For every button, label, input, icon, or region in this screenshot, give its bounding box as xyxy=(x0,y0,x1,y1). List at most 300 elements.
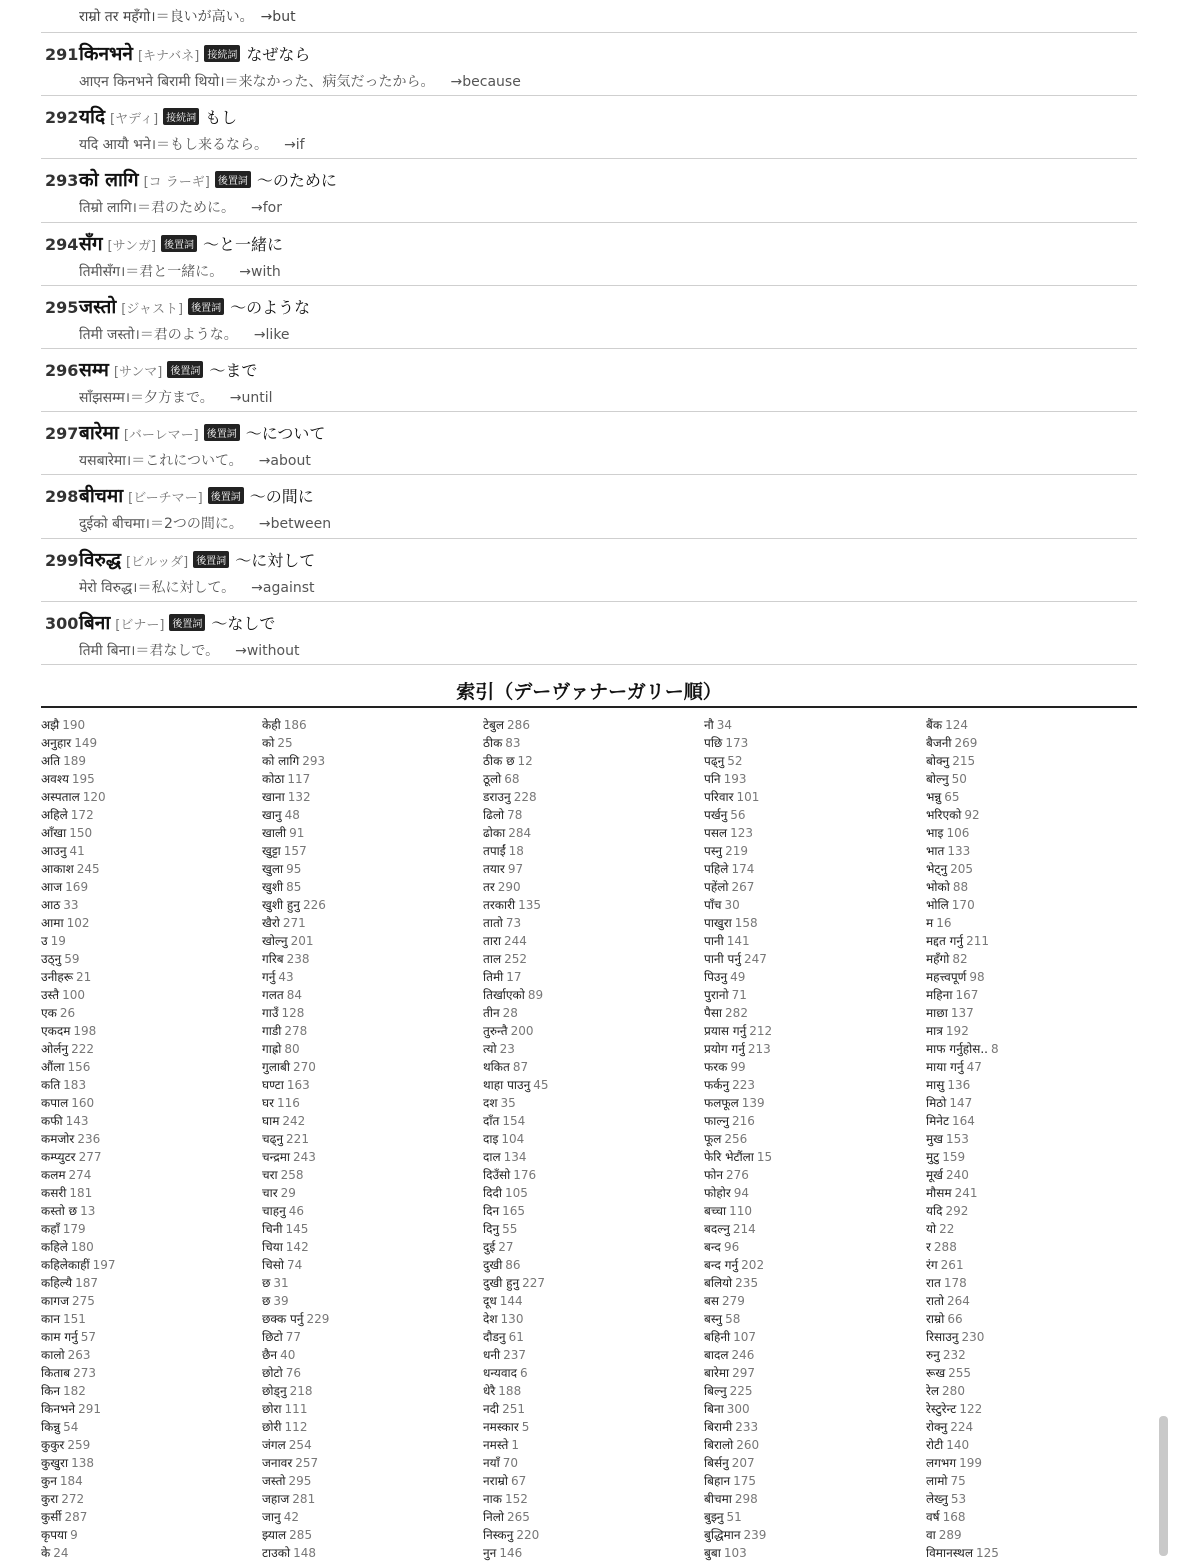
index-number: 201 xyxy=(290,934,314,948)
index-word: खुशी हुनु xyxy=(262,898,300,912)
index-item xyxy=(704,1076,924,1094)
index-item xyxy=(704,1346,924,1364)
index-number: 165 xyxy=(502,1204,526,1218)
index-item xyxy=(41,1292,261,1310)
index-number: 77 xyxy=(285,1330,301,1344)
index-number: 84 xyxy=(286,988,303,1002)
index-number: 139 xyxy=(741,1096,765,1110)
index-item xyxy=(704,1292,924,1310)
index-word: बन्द xyxy=(704,1240,721,1254)
index-word: रंग xyxy=(926,1258,938,1272)
index-word: खुला xyxy=(262,862,284,876)
index-item xyxy=(704,1094,924,1112)
index-number: 235 xyxy=(735,1276,759,1290)
index-item xyxy=(704,842,924,860)
entry-example xyxy=(79,513,331,533)
index-number: 228 xyxy=(513,790,537,804)
index-item xyxy=(41,806,261,824)
entry-word: विरुद्ध xyxy=(79,548,122,571)
index-word: गलत xyxy=(262,988,284,1002)
index-item xyxy=(41,1256,261,1274)
entry-reading: [ヤディ] xyxy=(110,112,159,128)
index-number: 292 xyxy=(945,1204,969,1218)
index-number: 141 xyxy=(726,934,750,948)
index-item xyxy=(926,1202,1146,1220)
index-number: 147 xyxy=(949,1096,973,1110)
index-word: पर्खनु xyxy=(704,808,728,822)
index-number: 138 xyxy=(71,1456,94,1470)
index-word: कहिले xyxy=(41,1240,68,1254)
index-number: 226 xyxy=(302,898,326,912)
index-word: दिनु xyxy=(483,1222,500,1236)
index-item xyxy=(483,1238,703,1256)
index-number: 101 xyxy=(736,790,760,804)
index-item xyxy=(704,1166,924,1184)
index-word: मिठो xyxy=(926,1096,947,1110)
index-number: 273 xyxy=(73,1366,97,1380)
index-item xyxy=(926,1382,1146,1400)
index-item xyxy=(704,1544,924,1562)
index-word: रोटी xyxy=(926,1438,944,1452)
index-word: एकदम xyxy=(41,1024,71,1038)
index-item xyxy=(483,1076,703,1094)
index-item xyxy=(41,1094,261,1112)
index-number: 128 xyxy=(281,1006,305,1020)
index-number: 146 xyxy=(499,1546,523,1560)
index-word: दौडनु xyxy=(483,1330,506,1344)
index-item xyxy=(41,1310,261,1328)
index-item xyxy=(926,788,1146,806)
index-word: बीचमा xyxy=(704,1492,732,1506)
entry-headword-line xyxy=(45,609,275,635)
index-item xyxy=(704,896,924,914)
index-number: 282 xyxy=(725,1006,748,1020)
index-word: चरा xyxy=(262,1168,278,1182)
part-of-speech-badge: 後置詞 xyxy=(215,171,251,188)
index-number: 135 xyxy=(518,898,541,912)
index-word: नयाँ xyxy=(483,1456,500,1470)
index-item xyxy=(926,1490,1146,1508)
index-item xyxy=(262,1058,482,1076)
index-number: 180 xyxy=(70,1240,94,1254)
index-item xyxy=(262,770,482,788)
index-item xyxy=(262,1328,482,1346)
index-word: फूल xyxy=(704,1132,722,1146)
part-of-speech-badge: 接続詞 xyxy=(163,108,199,125)
index-number: 12 xyxy=(517,754,533,768)
index-item xyxy=(483,752,703,770)
entry-word: को लागि xyxy=(79,169,139,192)
index-item xyxy=(262,1076,482,1094)
index-word: लगभग xyxy=(926,1456,957,1470)
index-word: दुखी हुनु xyxy=(483,1276,520,1290)
index-number: 259 xyxy=(67,1438,91,1452)
index-number: 258 xyxy=(280,1168,304,1182)
index-column xyxy=(704,716,924,1562)
entry-headword-line xyxy=(45,166,337,192)
index-word: को लागि xyxy=(262,754,300,768)
index-word: पहिले xyxy=(704,862,729,876)
index-number: 270 xyxy=(292,1060,316,1074)
index-item xyxy=(926,1058,1146,1076)
example-sentence: मेरो विरुद्ध।＝私に対して。 xyxy=(79,579,236,596)
index-number: 149 xyxy=(74,736,98,750)
index-number: 219 xyxy=(725,844,748,858)
index-number: 257 xyxy=(295,1456,319,1470)
index-word: बदल्नु xyxy=(704,1222,730,1236)
index-word: छ xyxy=(262,1276,271,1290)
entry-headword-line xyxy=(45,230,283,256)
index-number: 197 xyxy=(92,1258,116,1272)
part-of-speech-badge: 後置詞 xyxy=(161,235,197,252)
index-word: बिल्नु xyxy=(704,1384,727,1398)
index-item xyxy=(262,1292,482,1310)
index-column xyxy=(41,716,261,1562)
index-number: 16 xyxy=(936,916,952,930)
index-item xyxy=(926,1004,1146,1022)
entry-meaning: 〜の間に xyxy=(249,487,314,507)
index-number: 106 xyxy=(946,826,970,840)
part-of-speech-badge: 後置詞 xyxy=(167,361,203,378)
index-word: कुर्सी xyxy=(41,1510,62,1524)
index-item xyxy=(483,1004,703,1022)
index-number: 59 xyxy=(64,952,80,966)
index-item xyxy=(41,1058,261,1076)
index-item xyxy=(704,1436,924,1454)
index-item xyxy=(704,1256,924,1274)
index-item xyxy=(704,860,924,878)
index-item xyxy=(483,824,703,842)
index-word: भोको xyxy=(926,880,950,894)
index-item xyxy=(483,1400,703,1418)
index-number: 256 xyxy=(724,1132,748,1146)
index-number: 104 xyxy=(501,1132,525,1146)
index-item xyxy=(41,788,261,806)
index-word: आँखा xyxy=(41,826,67,840)
index-item xyxy=(926,1364,1146,1382)
index-title: 索引（デーヴァナーガリー順） xyxy=(456,681,722,703)
index-item xyxy=(41,1544,261,1562)
index-item xyxy=(483,1184,703,1202)
index-number: 241 xyxy=(954,1186,978,1200)
index-word: तिर्खाएको xyxy=(483,988,525,1002)
index-number: 186 xyxy=(283,718,307,732)
index-word: के xyxy=(41,1546,51,1560)
index-number: 184 xyxy=(59,1474,83,1488)
index-word: मद्दत गर्नु xyxy=(926,934,964,948)
index-item xyxy=(926,1508,1146,1526)
index-number: 281 xyxy=(292,1492,316,1506)
index-word: मौसम xyxy=(926,1186,952,1200)
index-number: 230 xyxy=(961,1330,985,1344)
index-item xyxy=(926,1238,1146,1256)
index-number: 19 xyxy=(50,934,66,948)
index-item xyxy=(483,734,703,752)
index-item xyxy=(926,1184,1146,1202)
index-number: 87 xyxy=(512,1060,529,1074)
index-number: 102 xyxy=(66,916,90,930)
entry-list xyxy=(41,33,1137,665)
index-number: 183 xyxy=(63,1078,87,1092)
entry-word: जस्तो xyxy=(79,295,117,318)
index-item xyxy=(704,1454,924,1472)
index-number: 277 xyxy=(78,1150,102,1164)
index-number: 170 xyxy=(951,898,975,912)
index-number: 123 xyxy=(730,826,753,840)
index-item xyxy=(41,716,261,734)
index-item xyxy=(483,1148,703,1166)
index-item xyxy=(926,1544,1146,1562)
index-number: 40 xyxy=(280,1348,296,1362)
vocab-entry xyxy=(41,602,1137,665)
index-item xyxy=(926,1418,1146,1436)
index-word: जानु xyxy=(262,1510,281,1524)
index-number: 198 xyxy=(73,1024,97,1038)
index-word: कालो xyxy=(41,1348,65,1362)
index-item xyxy=(483,1058,703,1076)
index-number: 188 xyxy=(498,1384,522,1398)
index-item xyxy=(41,1418,261,1436)
index-word: लामो xyxy=(926,1474,948,1488)
index-item xyxy=(926,860,1146,878)
index-number: 132 xyxy=(287,790,311,804)
index-number: 199 xyxy=(959,1456,982,1470)
index-number: 163 xyxy=(286,1078,310,1092)
index-word: धन्यवाद xyxy=(483,1366,518,1380)
index-word: नमस्कार xyxy=(483,1420,519,1434)
index-number: 293 xyxy=(302,754,326,768)
index-number: 202 xyxy=(741,1258,765,1272)
index-item xyxy=(483,1364,703,1382)
index-item xyxy=(704,1058,924,1076)
entry-number: 299 xyxy=(45,550,79,570)
index-item xyxy=(262,1004,482,1022)
index-word: ताल xyxy=(483,952,502,966)
index-item xyxy=(262,716,482,734)
index-number: 160 xyxy=(71,1096,95,1110)
index-word: मुटु xyxy=(926,1150,940,1164)
index-number: 195 xyxy=(71,772,95,786)
vocab-entry xyxy=(41,96,1137,159)
index-item xyxy=(483,1292,703,1310)
index-word: छ xyxy=(262,1294,271,1308)
index-word: बिरालो xyxy=(704,1438,734,1452)
index-item xyxy=(262,1148,482,1166)
index-number: 288 xyxy=(933,1240,957,1254)
index-number: 265 xyxy=(507,1510,530,1524)
index-word: छक्क पर्नु xyxy=(262,1312,304,1326)
index-word: कुकुर xyxy=(41,1438,65,1452)
vocab-entry xyxy=(41,539,1137,602)
index-number: 148 xyxy=(293,1546,316,1560)
index-number: 18 xyxy=(508,844,524,858)
index-number: 78 xyxy=(507,808,523,822)
index-word: कति xyxy=(41,1078,61,1092)
index-word: प्रयास गर्नु xyxy=(704,1024,747,1038)
index-item xyxy=(704,1148,924,1166)
index-word: गाउँ xyxy=(262,1006,279,1020)
index-number: 255 xyxy=(948,1366,972,1380)
index-number: 26 xyxy=(59,1006,76,1020)
index-number: 136 xyxy=(947,1078,971,1092)
index-word: मूर्ख xyxy=(926,1168,943,1182)
index-item xyxy=(704,1130,924,1148)
index-item xyxy=(704,824,924,842)
index-item xyxy=(262,842,482,860)
index-number: 276 xyxy=(726,1168,749,1182)
index-number: 31 xyxy=(273,1276,289,1290)
index-item xyxy=(704,716,924,734)
index-word: ठीक xyxy=(483,736,503,750)
index-word: तुरुन्तै xyxy=(483,1024,508,1038)
index-word: दुखी xyxy=(483,1258,503,1272)
index-item xyxy=(262,1346,482,1364)
index-word: पानी xyxy=(704,934,724,948)
index-word: फलफूल xyxy=(704,1096,739,1110)
index-word: घाम xyxy=(262,1114,280,1128)
index-item xyxy=(41,770,261,788)
index-word: दश xyxy=(483,1096,498,1110)
index-number: 224 xyxy=(950,1420,974,1434)
entry-meaning: 〜に対して xyxy=(235,550,316,570)
index-item xyxy=(41,1076,261,1094)
english-gloss: →between xyxy=(258,516,332,533)
index-number: 116 xyxy=(277,1096,300,1110)
index-item xyxy=(704,1364,924,1382)
index-number: 92 xyxy=(964,808,980,822)
example-sentence: आएन किनभने बिरामी थियो।＝来なかった、病気だったから。 xyxy=(79,74,435,90)
scrollbar-thumb[interactable] xyxy=(1159,1416,1168,1556)
index-word: र xyxy=(926,1240,931,1254)
index-number: 280 xyxy=(942,1384,965,1398)
index-word: किनभने xyxy=(41,1402,76,1416)
english-gloss: →if xyxy=(284,137,305,154)
index-item xyxy=(41,1040,261,1058)
index-item xyxy=(41,1112,261,1130)
index-item xyxy=(262,734,482,752)
index-column xyxy=(262,716,482,1562)
index-word: खाली xyxy=(262,826,287,840)
index-number: 178 xyxy=(943,1276,967,1290)
index-item xyxy=(483,1022,703,1040)
index-word: किन्नु xyxy=(41,1420,61,1434)
index-number: 86 xyxy=(505,1258,521,1272)
index-number: 278 xyxy=(284,1024,308,1038)
index-number: 213 xyxy=(747,1042,771,1056)
index-number: 43 xyxy=(278,970,294,984)
part-of-speech-badge: 後置詞 xyxy=(208,487,244,504)
index-item xyxy=(483,806,703,824)
index-item xyxy=(41,1022,261,1040)
index-item xyxy=(483,1310,703,1328)
index-number: 284 xyxy=(508,826,532,840)
index-number: 95 xyxy=(286,862,302,876)
index-number: 29 xyxy=(280,1186,296,1200)
entry-number: 300 xyxy=(45,613,79,633)
index-item xyxy=(704,770,924,788)
index-item xyxy=(926,1256,1146,1274)
index-divider xyxy=(41,706,1137,708)
index-number: 34 xyxy=(716,718,733,732)
index-word: दाल xyxy=(483,1150,501,1164)
entry-headword-line xyxy=(45,103,237,129)
index-number: 181 xyxy=(69,1186,93,1200)
index-number: 189 xyxy=(63,754,87,768)
index-word: मासु xyxy=(926,1078,945,1092)
index-word: खानु xyxy=(262,808,282,822)
index-word: आउनु xyxy=(41,844,67,858)
index-item xyxy=(704,788,924,806)
index-number: 49 xyxy=(730,970,746,984)
index-word: थाहा पाउनु xyxy=(483,1078,531,1092)
index-word: जंगल xyxy=(262,1438,286,1452)
index-word: महत्त्वपूर्ण xyxy=(926,970,967,984)
index-item xyxy=(926,914,1146,932)
index-word: बिरामी xyxy=(704,1420,733,1434)
index-number: 218 xyxy=(289,1384,313,1398)
index-item xyxy=(41,1346,261,1364)
index-number: 70 xyxy=(502,1456,519,1470)
part-of-speech-badge: 後置詞 xyxy=(188,298,224,315)
index-number: 247 xyxy=(743,952,767,966)
index-number: 66 xyxy=(947,1312,963,1326)
index-item xyxy=(41,914,261,932)
index-word: म xyxy=(926,916,934,930)
index-item xyxy=(483,860,703,878)
index-number: 200 xyxy=(510,1024,534,1038)
index-item xyxy=(926,1274,1146,1292)
index-number: 53 xyxy=(950,1492,967,1506)
index-number: 168 xyxy=(942,1510,966,1524)
index-item xyxy=(262,932,482,950)
index-number: 153 xyxy=(946,1132,969,1146)
index-word: जस्तो xyxy=(262,1474,286,1488)
index-word: बोक्नु xyxy=(926,754,950,768)
index-item xyxy=(926,1022,1146,1040)
vocab-entry xyxy=(41,286,1137,349)
index-word: दाँत xyxy=(483,1114,500,1128)
index-item xyxy=(262,1472,482,1490)
index-item xyxy=(262,914,482,932)
index-word: पानी पर्नु xyxy=(704,952,741,966)
index-item xyxy=(926,1292,1146,1310)
index-column xyxy=(483,716,703,1562)
index-word: तर xyxy=(483,880,495,894)
index-item xyxy=(41,842,261,860)
index-word: माफ गर्नुहोस.. xyxy=(926,1042,988,1056)
index-word: तरकारी xyxy=(483,898,516,912)
index-number: 291 xyxy=(78,1402,101,1416)
entry-meaning: 〜のために xyxy=(256,171,337,191)
index-number: 67 xyxy=(510,1474,527,1488)
index-number: 169 xyxy=(65,880,89,894)
index-number: 122 xyxy=(959,1402,983,1416)
index-word: महँगो xyxy=(926,952,950,966)
index-word: परिवार xyxy=(704,790,734,804)
index-number: 112 xyxy=(284,1420,308,1434)
index-number: 236 xyxy=(77,1132,101,1146)
index-number: 56 xyxy=(730,808,746,822)
index-word: चढ्नु xyxy=(262,1132,284,1146)
index-item xyxy=(704,1220,924,1238)
index-number: 100 xyxy=(62,988,85,1002)
index-number: 45 xyxy=(533,1078,549,1092)
index-word: किताब xyxy=(41,1366,71,1380)
index-item xyxy=(926,878,1146,896)
index-word: उ xyxy=(41,934,48,948)
index-item xyxy=(41,1364,261,1382)
index-number: 216 xyxy=(732,1114,755,1128)
